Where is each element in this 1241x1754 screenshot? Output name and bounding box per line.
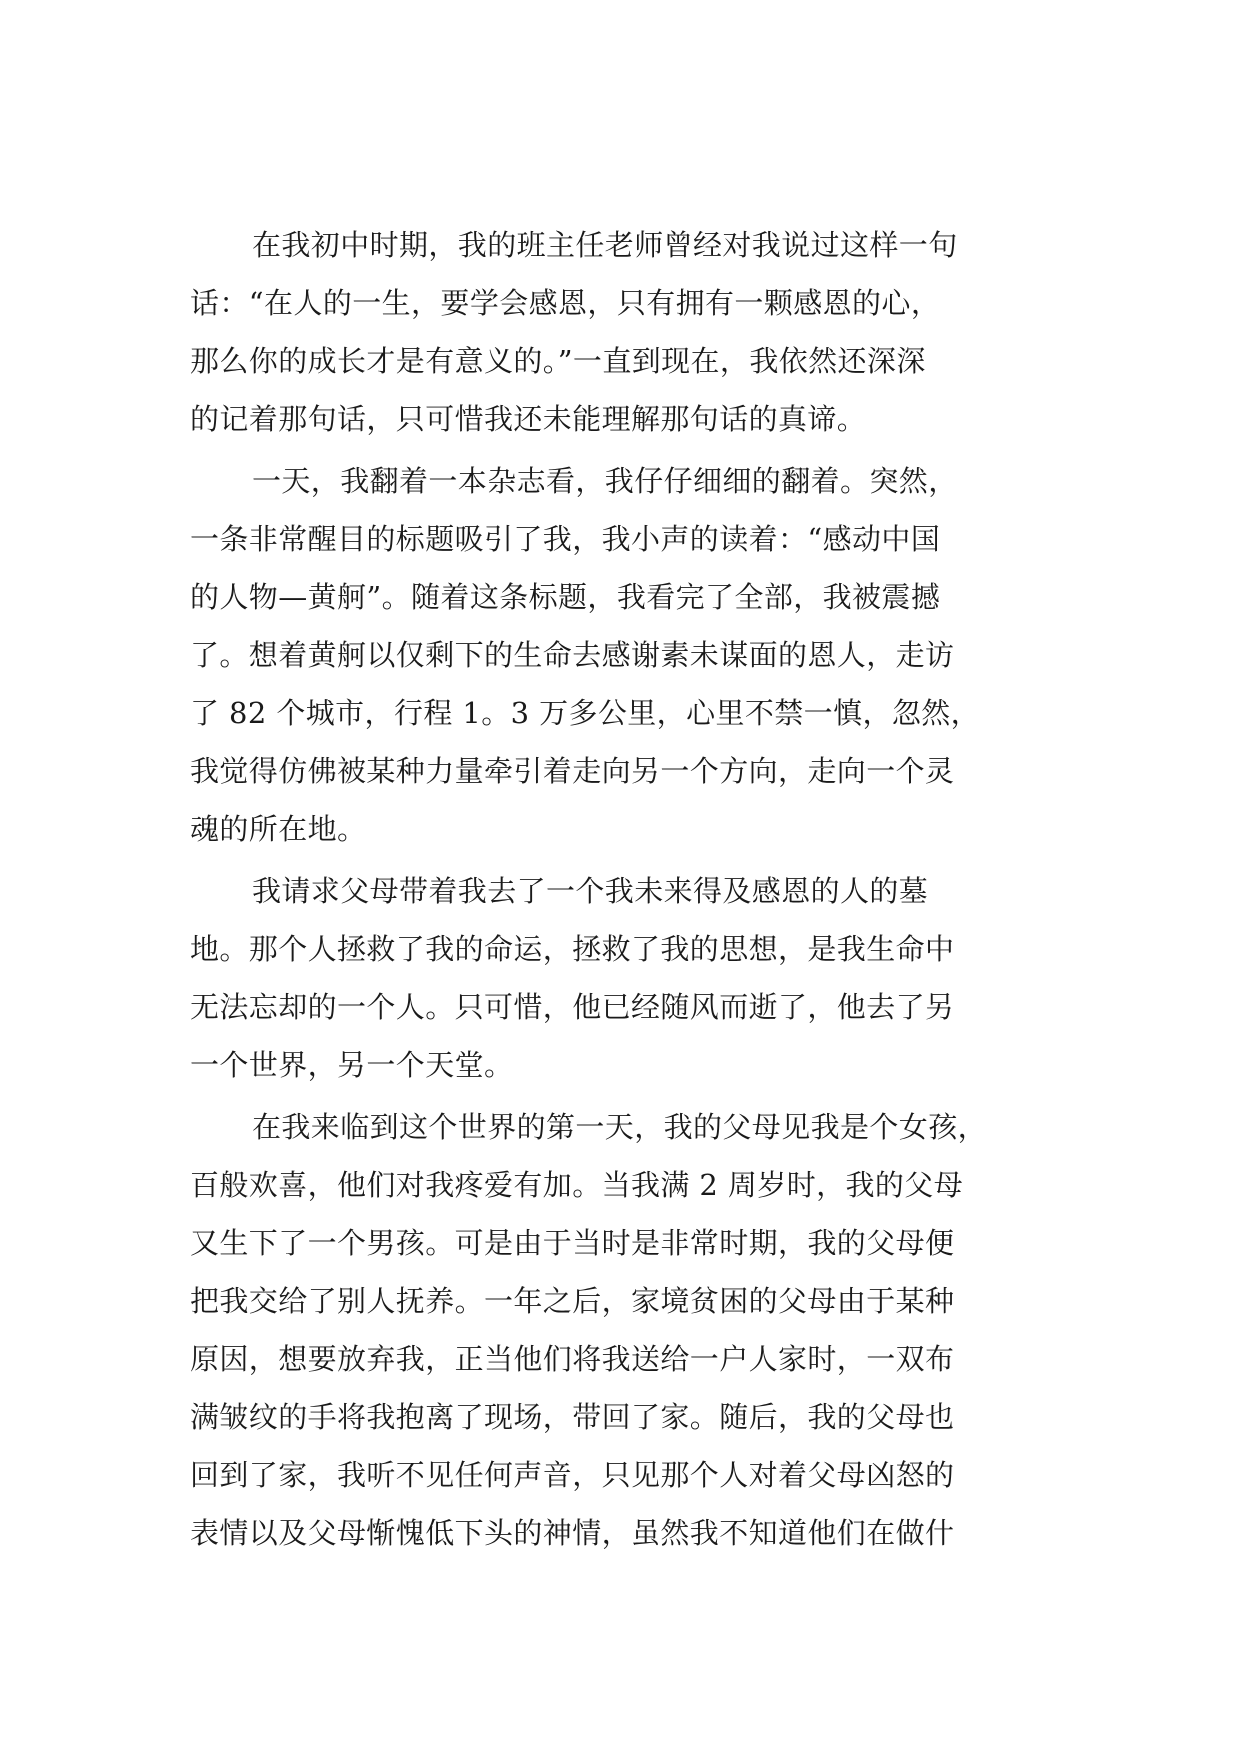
text-line: 了。想着黄舸以仅剩下的生命去感谢素未谋面的恩人，走访 xyxy=(190,638,955,672)
text-line: 把我交给了别人抚养。一年之后，家境贫困的父母由于某种 xyxy=(190,1284,955,1318)
paragraph-3 xyxy=(190,862,1060,1094)
paragraph-4 xyxy=(190,1098,1060,1562)
text-line: 那么你的成长才是有意义的。”一直到现在，我依然还深深 xyxy=(190,344,926,378)
text-line: 的人物—黄舸”。随着这条标题，我看完了全部，我被震撼 xyxy=(190,580,941,614)
text-line: 表情以及父母惭愧低下头的神情，虽然我不知道他们在做什 xyxy=(190,1516,955,1550)
text-line: 在我初中时期，我的班主任老师曾经对我说过这样一句 xyxy=(252,228,958,262)
text-line: 满皱纹的手将我抱离了现场，带回了家。随后，我的父母也 xyxy=(190,1400,955,1434)
text-line: 话：“在人的一生，要学会感恩，只有拥有一颗感恩的心， xyxy=(190,286,941,320)
text-line: 原因，想要放弃我，正当他们将我送给一户人家时，一双布 xyxy=(190,1342,955,1376)
text-line: 无法忘却的一个人。只可惜，他已经随风而逝了，他去了另 xyxy=(190,990,955,1024)
text-line: 魂的所在地。 xyxy=(190,812,367,846)
paragraph-1 xyxy=(190,216,1060,448)
text-line: 回到了家，我听不见任何声音，只见那个人对着父母凶怒的 xyxy=(190,1458,955,1492)
text-line: 在我来临到这个世界的第一天，我的父母见我是个女孩， xyxy=(252,1110,988,1144)
paragraph-2 xyxy=(190,452,1060,858)
text-line: 我觉得仿佛被某种力量牵引着走向另一个方向，走向一个灵 xyxy=(190,754,955,788)
text-line: 一天，我翻着一本杂志看，我仔仔细细的翻着。突然， xyxy=(252,464,958,498)
document-body xyxy=(190,216,1060,1562)
text-line: 一条非常醒目的标题吸引了我，我小声的读着：“感动中国 xyxy=(190,522,941,556)
text-line: 的记着那句话，只可惜我还未能理解那句话的真谛。 xyxy=(190,402,867,436)
text-line: 一个世界，另一个天堂。 xyxy=(190,1048,514,1082)
text-line: 地。那个人拯救了我的命运，拯救了我的思想，是我生命中 xyxy=(190,932,955,966)
text-line: 百般欢喜，他们对我疼爱有加。当我满 2 周岁时，我的父母 xyxy=(190,1168,964,1202)
text-line: 了 82 个城市，行程 1。3 万多公里，心里不禁一慎，忽然， xyxy=(190,696,981,730)
text-line: 我请求父母带着我去了一个我未来得及感恩的人的墓 xyxy=(252,874,929,908)
text-line: 又生下了一个男孩。可是由于当时是非常时期，我的父母便 xyxy=(190,1226,955,1260)
